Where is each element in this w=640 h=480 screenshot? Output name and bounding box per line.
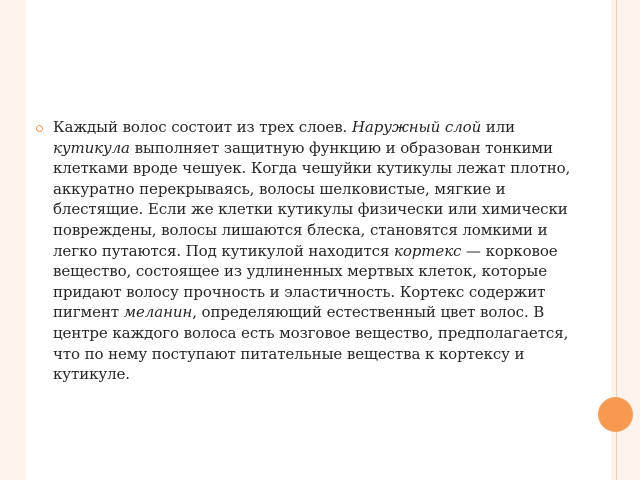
text-segment-italic: меланин: [123, 303, 193, 322]
text-segment: — корковое вещество, состоящее из удлиненных мертвых клеток, которые придают волосу прочность и эластичность. Кортекс содержит пигмент: [53, 241, 558, 322]
text-segment: или: [481, 118, 516, 136]
text-segment: выполняет защитную функцию и образован тонкими клетками вроде чешуек. Когда чешуйки кутикулы лежат плотно, аккуратно перекрываясь, волосы шелковистые, мягкие и блестящие. Если же клетки кутикулы физически или химически повреждены, волосы лишаются блеска, становятся ломкими и легко путаются. Под кутикулой находится: [53, 138, 571, 260]
text-segment: , определяющий естественный цвет волос. В центре каждого волоса есть мозговое вещество, предполагается, что по нему поступают питательные вещества к кортексу и кутикуле.: [53, 303, 569, 384]
circle-bullet-icon: [36, 125, 43, 132]
orange-circle-icon: [598, 397, 633, 432]
text-segment-italic: кортекс: [394, 241, 462, 260]
bullet-text: [53, 117, 596, 385]
text-segment-italic: кутикула: [53, 138, 130, 157]
text-segment: Каждый волос состоит из трех слоев.: [53, 118, 352, 136]
text-segment-italic: Наружный слой: [351, 118, 482, 136]
bullet-item: [36, 117, 596, 385]
